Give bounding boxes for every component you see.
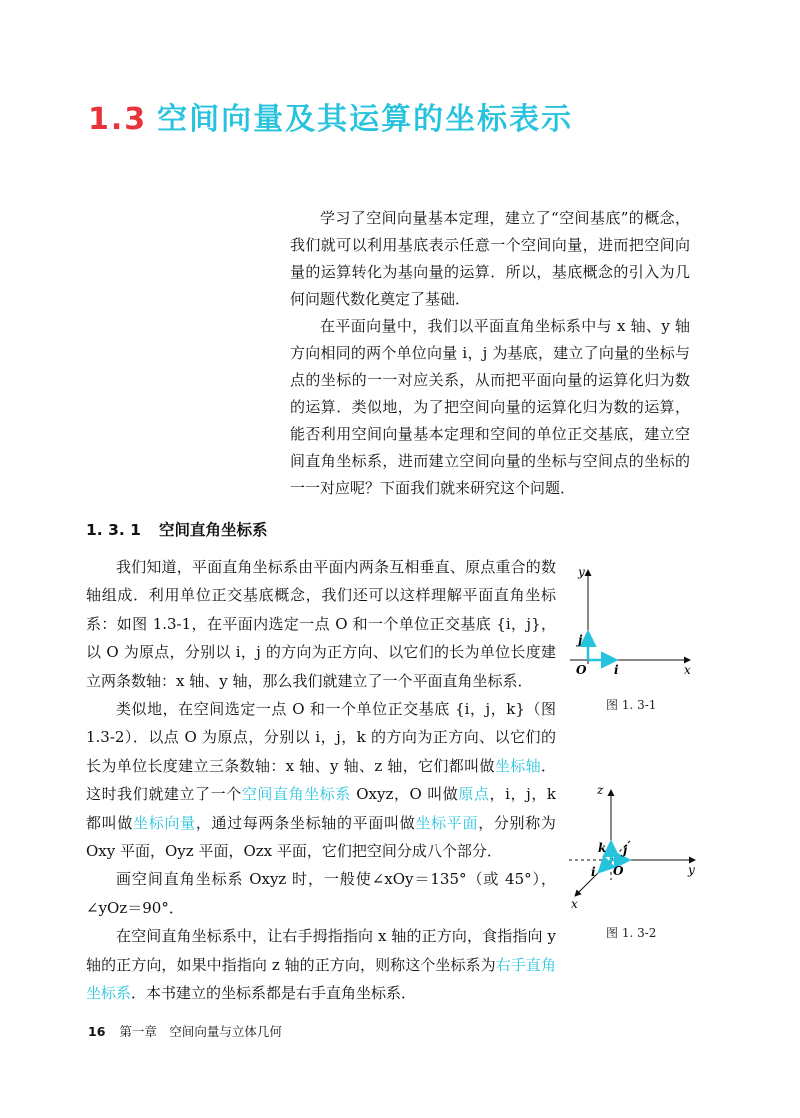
term-coordinate-system: 空间直角坐标系: [241, 785, 351, 804]
title-text: 空间向量及其运算的坐标表示: [157, 102, 574, 137]
body-paragraph: 我们知道，平面直角坐标系由平面内两条互相垂直、原点重合的数轴组成．利用单位正交基底概念，我们还可以这样理解平面直角坐标系：如图 1.3-1，在平面内选定一点 O 和一个单位正交基底 {i，j}，以 O 为原点，分别以 i，j 的方向为正方向、以它们的长为单位长度建立两条数轴：x 轴、y 轴，那么我们就建立了一个平面直角坐标系．: [86, 558, 556, 690]
text-run: 在空间直角坐标系中，让右手拇指指向 x 轴的正方向，食指指向 y 轴的正方向，如果中指指向 z 轴的正方向，则称这个坐标系为: [86, 927, 556, 974]
subsection-title: 空间直角坐标系: [158, 521, 268, 539]
body-paragraph: [86, 695, 556, 865]
y-label: y: [688, 863, 695, 877]
term-origin: 原点: [458, 785, 490, 804]
text-run: ，通过每两条坐标轴的平面叫做: [195, 813, 416, 832]
subsection-number: 1. 3. 1: [86, 521, 141, 539]
page-footer: [88, 1022, 282, 1040]
page-number: 16: [88, 1024, 106, 1039]
term-right-hand-system: 右手直角坐标系: [86, 955, 556, 1003]
i-label: i: [614, 663, 619, 677]
text-run: 类似地，在空间选定一点 O 和一个单位正交基底 {i，j，k}（图 1.3-2）．以点 O 为原点，分别以 i，j，k 的方向为正方向、以它们的长为单位长度建立三条数轴：x 轴、y 轴、z 轴，它们都叫做: [86, 700, 556, 775]
subsection-heading: [86, 518, 267, 540]
origin-label: O: [613, 864, 624, 878]
body-text: [86, 553, 556, 1008]
title-number: 1.3: [88, 102, 148, 137]
section-title: [88, 94, 573, 138]
x-label: x: [571, 897, 578, 911]
origin-label: O: [576, 663, 587, 677]
term-coordinate-plane: 坐标平面: [415, 813, 479, 832]
vector-i: [599, 860, 611, 872]
figure-plane-coordinate-system: [560, 560, 700, 690]
y-label: y: [578, 565, 585, 579]
i-label: i: [591, 865, 596, 879]
z-label: z: [597, 783, 604, 797]
text-run: ．这时我们就建立了一个: [86, 756, 556, 804]
body-paragraph: 画空间直角坐标系 Oxyz 时，一般使∠xOy＝135°（或 45°），∠yOz＝90°．: [86, 870, 556, 917]
intro-paragraph: 在平面向量中，我们以平面直角坐标系中与 x 轴、y 轴方向相同的两个单位向量 i，j 为基底，建立了向量的坐标与点的坐标的一一对应关系，从而把平面向量的运算化归为数的运算．类似地，为了把空间向量的运算化归为数的运算，能否利用空间向量基本定理和空间的单位正交基底，建立空间直角坐标系，进而建立空间向量的坐标与空间点的坐标的一一对应呢？下面我们就来研究这个问题．: [290, 317, 690, 497]
figure-caption: 图 1. 3-1: [606, 698, 657, 712]
text-run: Oxyz，O 叫做: [350, 785, 459, 804]
term-coordinate-axis: 坐标轴: [494, 756, 541, 775]
k-label: k: [598, 841, 607, 855]
figure-space-coordinate-system: [555, 780, 705, 915]
term-coordinate-vector: 坐标向量: [133, 813, 196, 832]
x-label: x: [684, 663, 691, 677]
intro-text: [290, 205, 690, 502]
text-run: ．本书建立的坐标系都是右手直角坐标系．: [131, 984, 417, 1003]
x-axis-negative: [611, 840, 631, 860]
j-label: j: [623, 843, 628, 857]
figure-caption: 图 1. 3-2: [606, 926, 657, 940]
text-run: ，i，j，k 都叫做: [86, 785, 556, 832]
body-paragraph: [86, 922, 556, 1007]
text-run: ，分别称为 Oxy 平面，Oyz 平面，Ozx 平面，它们把空间分成八个部分．: [86, 813, 556, 861]
intro-paragraph: 学习了空间向量基本定理，建立了“空间基底”的概念，我们就可以利用基底表示任意一个空间向量，进而把空间向量的运算转化为基向量的运算．所以，基底概念的引入为几何问题代数化奠定了基础．: [290, 209, 690, 308]
chapter-title: 第一章 空间向量与立体几何: [119, 1024, 282, 1039]
j-label: j: [578, 633, 583, 647]
